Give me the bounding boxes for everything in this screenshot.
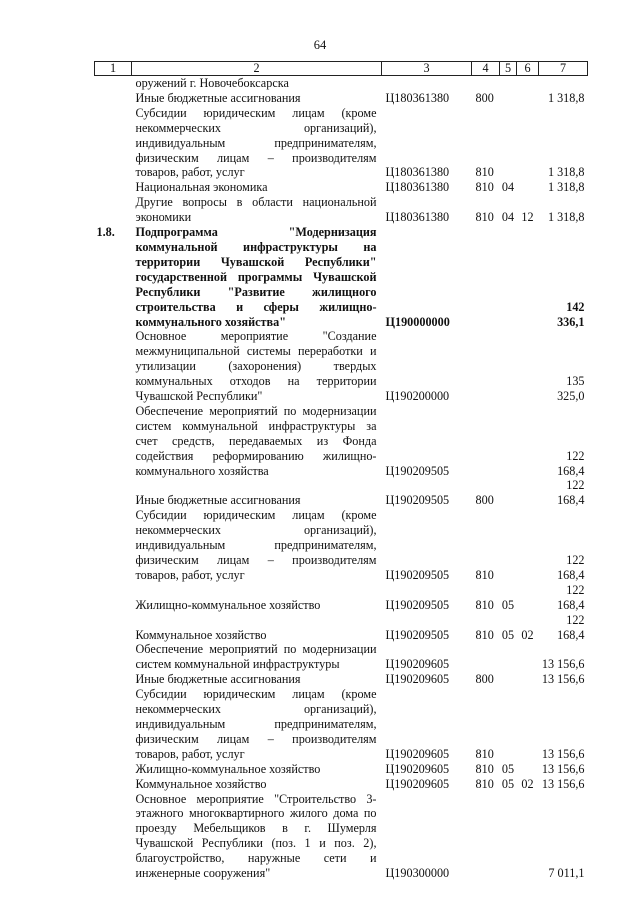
row-number	[95, 792, 132, 881]
row-name: Основное мероприятие "Создание межмуниципальной системы переработки и утилизации (захоронения) твердых коммунальных отходов на территории Чувашской Республики"	[135, 329, 377, 404]
row-code: Ц190200000	[385, 389, 450, 404]
row-expense-type: 810	[475, 567, 494, 582]
row-amount: 122 168,4	[557, 553, 585, 582]
row-amount: 13 156,6	[541, 672, 585, 687]
row-number	[95, 642, 132, 672]
table-row	[95, 106, 588, 181]
row-number	[95, 76, 132, 91]
row-subsection	[517, 672, 539, 687]
row-section	[500, 76, 517, 91]
row-number	[95, 180, 132, 195]
row-code: Ц190209605	[385, 746, 450, 761]
row-section	[500, 672, 517, 687]
row-number	[95, 508, 132, 583]
row-amount: 13 156,6	[541, 746, 585, 761]
row-code: Ц190209605	[385, 761, 450, 776]
row-section	[500, 329, 517, 404]
row-expense-type: 810	[475, 180, 494, 195]
row-section: 05	[501, 627, 515, 642]
row-name: Обеспечение мероприятий по модернизации систем коммунальной инфраструктуры за счет средств, передаваемых из Фонда содействия реформированию жилищно-коммунального хозяйства	[135, 403, 377, 478]
row-name: Обеспечение мероприятий по модернизации систем коммунальной инфраструктуры	[135, 642, 377, 672]
row-number	[95, 762, 132, 777]
row-name: Жилищно-коммунальное хозяйство	[135, 761, 321, 776]
row-number: 1.8.	[96, 225, 115, 240]
row-name: Субсидии юридическим лицам (кроме некоммерческих организаций), индивидуальным предпринимателям, физическим лицам – производителям товаров, работ, услуг	[135, 687, 377, 761]
row-code: Ц190209605	[385, 657, 450, 672]
table-row	[95, 687, 588, 762]
row-amount: 1 318,8	[547, 90, 585, 105]
row-name: Коммунальное хозяйство	[135, 776, 267, 791]
row-code: Ц180361380	[385, 90, 450, 105]
row-section	[500, 478, 517, 508]
row-section	[500, 792, 517, 881]
row-code: Ц190209505	[385, 463, 450, 478]
row-amount: 1 318,8	[547, 210, 585, 225]
header-cell: 5	[500, 62, 517, 76]
row-number	[95, 777, 132, 792]
table-row	[95, 762, 588, 777]
table-row	[95, 180, 588, 195]
row-expense-type: 810	[475, 746, 494, 761]
table-row	[95, 508, 588, 583]
row-expense-type: 810	[475, 761, 494, 776]
table-row	[95, 404, 588, 479]
row-expense-type: 800	[475, 672, 494, 687]
row-number	[95, 91, 132, 106]
row-name: Иные бюджетные ассигнования	[135, 672, 301, 687]
table-row	[95, 613, 588, 643]
row-code: Ц190209505	[385, 567, 450, 582]
row-code	[382, 76, 472, 91]
row-expense-type: 810	[475, 597, 494, 612]
table-row	[95, 329, 588, 404]
row-expense-type	[472, 404, 500, 479]
row-section	[500, 642, 517, 672]
row-number	[95, 613, 132, 643]
row-expense-type	[472, 76, 500, 91]
row-subsection	[517, 76, 539, 91]
row-expense-type	[472, 642, 500, 672]
row-code: Ц190209505	[385, 627, 450, 642]
row-subsection	[517, 762, 539, 777]
row-subsection	[517, 478, 539, 508]
budget-table	[94, 61, 588, 881]
row-subsection: 02	[521, 627, 534, 642]
row-amount: 1 318,8	[547, 180, 585, 195]
table-row	[95, 225, 588, 329]
row-code: Ц180361380	[385, 180, 450, 195]
row-subsection	[517, 329, 539, 404]
row-expense-type: 810	[475, 627, 494, 642]
table-row	[95, 642, 588, 672]
row-amount: 122 168,4	[557, 612, 585, 642]
header-cell: 7	[539, 62, 588, 76]
row-amount: 122 168,4	[557, 448, 585, 478]
table-row	[95, 583, 588, 613]
row-expense-type: 810	[475, 165, 494, 180]
row-number	[95, 195, 132, 225]
table-row	[95, 91, 588, 106]
row-section	[500, 687, 517, 762]
row-subsection	[517, 91, 539, 106]
table-row	[95, 792, 588, 881]
row-code: Ц190000000	[385, 314, 450, 329]
row-name: Другие вопросы в области национальной экономики	[135, 195, 377, 225]
row-section	[500, 508, 517, 583]
row-section	[500, 106, 517, 181]
table-row	[95, 478, 588, 508]
row-number	[95, 672, 132, 687]
row-subsection	[517, 508, 539, 583]
row-expense-type: 810	[475, 210, 494, 225]
table-row	[95, 672, 588, 687]
row-name: оружений г. Новочебоксарска	[135, 76, 289, 90]
row-section: 05	[501, 761, 515, 776]
row-code: Ц190209505	[385, 597, 450, 612]
row-number	[95, 106, 132, 181]
row-name: Субсидии юридическим лицам (кроме некоммерческих организаций), индивидуальным предпринимателям, физическим лицам – производителям товаров, работ, услуг	[135, 105, 377, 180]
row-code: Ц190300000	[385, 866, 450, 881]
table-body	[95, 76, 588, 881]
page-number: 64	[313, 38, 327, 52]
row-subsection: 02	[521, 776, 534, 791]
row-number	[95, 404, 132, 479]
row-section: 05	[501, 776, 515, 791]
row-number	[95, 687, 132, 762]
row-name: Субсидии юридическим лицам (кроме некоммерческих организаций), индивидуальным предпринимателям, физическим лицам – производителям товаров, работ, услуг	[135, 508, 377, 582]
row-expense-type: 800	[475, 90, 494, 105]
row-subsection	[517, 106, 539, 181]
header-cell: 2	[132, 62, 382, 76]
row-amount: 142 336,1	[557, 299, 585, 329]
row-section: 05	[501, 597, 515, 612]
row-expense-type	[472, 792, 500, 881]
row-name: Иные бюджетные ассигнования	[135, 90, 301, 105]
row-number	[95, 329, 132, 404]
row-code: Ц180361380	[385, 210, 450, 225]
table-row	[95, 777, 588, 792]
row-code: Ц190209605	[385, 776, 450, 791]
row-section	[500, 404, 517, 479]
row-subsection	[517, 180, 539, 195]
table-header-row	[95, 62, 588, 76]
row-code: Ц190209505	[385, 493, 450, 508]
row-subsection	[517, 687, 539, 762]
row-subsection	[517, 225, 539, 329]
row-subsection	[517, 404, 539, 479]
row-code: Ц180361380	[385, 165, 450, 180]
row-expense-type	[472, 329, 500, 404]
row-expense-type: 810	[475, 776, 494, 791]
row-name: Коммунальное хозяйство	[135, 627, 267, 642]
row-section: 04	[501, 180, 515, 195]
table-row	[95, 76, 588, 91]
row-subsection: 12	[521, 210, 534, 225]
row-number	[95, 478, 132, 508]
header-cell: 3	[382, 62, 472, 76]
table-row	[95, 195, 588, 225]
row-section: 04	[501, 210, 515, 225]
row-subsection	[517, 583, 539, 613]
row-expense-type	[472, 225, 500, 329]
row-name: Подпрограмма "Модернизация коммунальной инфраструктуры на территории Чувашской Республики" государственной программы Чувашской Республики "Развитие жилищного строительства и сферы жилищно-коммунального хозяйства"	[135, 225, 377, 329]
row-amount: 13 156,6	[541, 761, 585, 776]
row-amount: 135 325,0	[557, 374, 585, 404]
header-cell: 1	[95, 62, 132, 76]
row-amount	[539, 76, 588, 91]
row-amount: 1 318,8	[547, 165, 585, 180]
row-code: Ц190209605	[385, 672, 450, 687]
row-subsection	[517, 792, 539, 881]
row-amount: 13 156,6	[541, 776, 585, 791]
header-cell: 4	[472, 62, 500, 76]
row-name: Национальная экономика	[135, 180, 268, 195]
row-section	[500, 91, 517, 106]
row-subsection	[517, 642, 539, 672]
row-amount: 122 168,4	[557, 582, 585, 612]
row-section	[500, 225, 517, 329]
row-number	[95, 583, 132, 613]
row-name: Иные бюджетные ассигнования	[135, 493, 301, 508]
row-expense-type: 800	[475, 493, 494, 508]
header-cell: 6	[517, 62, 539, 76]
row-name: Жилищно-коммунальное хозяйство	[135, 597, 321, 612]
row-name: Основное мероприятие "Строительство 3-этажного многоквартирного жилого дома по проезду Мебельщиков в г. Шумерля Чувашской Республики (поз. 1 и поз. 2), благоустройство, наружные сети и инженерные сооружения"	[135, 791, 377, 881]
row-amount: 13 156,6	[541, 657, 585, 672]
row-amount: 7 011,1	[548, 866, 585, 881]
row-amount: 122 168,4	[557, 478, 585, 508]
